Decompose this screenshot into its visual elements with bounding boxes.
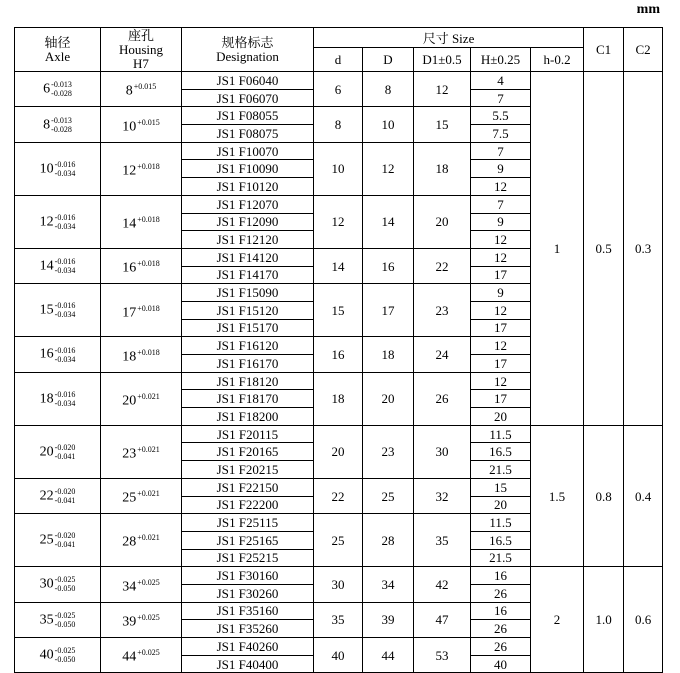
tolerance-base: 8 (43, 117, 51, 133)
header-housing-en: Housing (118, 41, 164, 57)
D-cell: 23 (363, 425, 414, 478)
tolerance-superscript: +0.025 (137, 577, 160, 587)
D1-cell: 12 (414, 72, 471, 107)
header-col-D: D (363, 48, 414, 72)
axle-cell (15, 72, 101, 107)
H-cell: 12 (471, 178, 531, 196)
tolerance-stack: -0.025 -0.050 (54, 610, 76, 629)
D1-cell: 35 (414, 514, 471, 567)
tolerance-stack: -0.016 -0.034 (54, 257, 76, 276)
H-cell: 21.5 (471, 461, 531, 479)
D1-cell: 42 (414, 567, 471, 602)
housing-cell (101, 248, 182, 283)
tolerance-base: 25 (122, 490, 137, 506)
tolerance-stack: -0.013 -0.028 (51, 115, 72, 134)
axle-cell (15, 514, 101, 567)
axle-cell (15, 142, 101, 195)
H-cell: 12 (471, 301, 531, 319)
header-c1: C1 (584, 28, 624, 72)
header-row-1 (15, 28, 663, 48)
housing-cell (101, 195, 182, 248)
designation-cell: JS1 F10090 (182, 160, 314, 178)
housing-cell (101, 284, 182, 337)
H-cell: 21.5 (471, 549, 531, 567)
tolerance-stack: -0.016 -0.034 (54, 389, 76, 408)
header-size: 尺寸 Size (314, 28, 584, 48)
D1-cell: 15 (414, 107, 471, 142)
tolerance-base: 35 (39, 612, 54, 628)
designation-cell: JS1 F12090 (182, 213, 314, 231)
designation-cell: JS1 F06040 (182, 72, 314, 90)
H-cell: 26 (471, 584, 531, 602)
H-cell: 9 (471, 284, 531, 302)
h-band-cell: 1 (531, 72, 584, 426)
D-cell: 34 (363, 567, 414, 602)
designation-cell: JS1 F12070 (182, 195, 314, 213)
c2-band-cell: 0.6 (624, 567, 663, 673)
H-cell: 16 (471, 602, 531, 620)
H-cell: 11.5 (471, 425, 531, 443)
designation-cell: JS1 F10070 (182, 142, 314, 160)
tolerance-base: 10 (39, 161, 54, 177)
H-cell: 7 (471, 195, 531, 213)
table-row (15, 425, 663, 443)
c1-band-cell: 0.8 (584, 425, 624, 567)
H-cell: 7 (471, 89, 531, 107)
D-cell: 14 (363, 195, 414, 248)
tolerance-base: 30 (39, 576, 54, 592)
header-col-d: d (314, 48, 363, 72)
c2-band-cell: 0.4 (624, 425, 663, 567)
D1-cell: 22 (414, 248, 471, 283)
designation-cell: JS1 F16170 (182, 355, 314, 373)
d-cell: 6 (314, 72, 363, 107)
designation-cell: JS1 F15120 (182, 301, 314, 319)
designation-cell: JS1 F18200 (182, 408, 314, 426)
tolerance-superscript: +0.021 (137, 445, 160, 455)
tolerance-superscript: +0.015 (133, 82, 157, 92)
header-designation-zh: 规格标志 (221, 34, 274, 50)
h-band-cell: 2 (531, 567, 584, 673)
tolerance-base: 12 (122, 163, 137, 179)
H-cell: 12 (471, 248, 531, 266)
tolerance-base: 20 (122, 393, 137, 409)
axle-cell (15, 478, 101, 513)
c1-band-cell: 1.0 (584, 567, 624, 673)
D1-cell: 24 (414, 337, 471, 372)
designation-cell: JS1 F20165 (182, 443, 314, 461)
tolerance-base: 25 (39, 532, 54, 548)
tolerance-base: 18 (122, 349, 137, 365)
d-cell: 8 (314, 107, 363, 142)
tolerance-base: 16 (39, 347, 54, 362)
c2-band-cell: 0.3 (624, 72, 663, 426)
H-cell: 11.5 (471, 514, 531, 532)
d-cell: 12 (314, 195, 363, 248)
designation-cell: JS1 F35160 (182, 602, 314, 620)
designation-cell: JS1 F16120 (182, 337, 314, 355)
H-cell: 26 (471, 620, 531, 638)
d-cell: 35 (314, 602, 363, 637)
housing-cell (101, 602, 182, 637)
designation-cell: JS1 F08075 (182, 125, 314, 143)
tolerance-stack: -0.013 -0.028 (51, 80, 72, 99)
D-cell: 16 (363, 248, 414, 283)
designation-cell: JS1 F25115 (182, 514, 314, 532)
tolerance-superscript: +0.018 (137, 215, 160, 225)
d-cell: 40 (314, 638, 363, 673)
tolerance-superscript: +0.018 (137, 347, 160, 357)
designation-cell: JS1 F10120 (182, 178, 314, 196)
tolerance-stack: -0.025 -0.050 (54, 575, 76, 594)
designation-cell: JS1 F14170 (182, 266, 314, 284)
tolerance-base: 8 (125, 83, 133, 99)
D1-cell: 53 (414, 638, 471, 673)
axle-cell (15, 638, 101, 673)
header-axle (15, 28, 101, 72)
designation-cell: JS1 F06070 (182, 89, 314, 107)
designation-cell: JS1 F14120 (182, 248, 314, 266)
tolerance-superscript: +0.018 (137, 259, 160, 269)
housing-cell (101, 425, 182, 478)
tolerance-base: 44 (122, 649, 137, 665)
H-cell: 9 (471, 213, 531, 231)
D-cell: 17 (363, 284, 414, 337)
designation-cell: JS1 F25165 (182, 531, 314, 549)
tolerance-base: 12 (39, 214, 54, 230)
table-row (15, 72, 663, 90)
tolerance-superscript: +0.025 (137, 648, 160, 658)
axle-cell (15, 425, 101, 478)
housing-cell (101, 514, 182, 567)
tolerance-superscript: +0.018 (137, 162, 160, 172)
D1-cell: 18 (414, 142, 471, 195)
d-cell: 10 (314, 142, 363, 195)
H-cell: 20 (471, 408, 531, 426)
H-cell: 12 (471, 337, 531, 355)
header-axle-en: Axle (44, 48, 71, 64)
header-housing-fit: H7 (133, 55, 149, 71)
tolerance-superscript: +0.018 (137, 303, 160, 313)
h-band-cell: 1.5 (531, 425, 584, 567)
tolerance-superscript: +0.021 (137, 391, 160, 401)
designation-cell: JS1 F12120 (182, 231, 314, 249)
H-cell: 12 (471, 372, 531, 390)
tolerance-base: 23 (122, 446, 137, 462)
header-axle-zh: 轴径 (44, 34, 71, 50)
H-cell: 17 (471, 355, 531, 373)
D-cell: 25 (363, 478, 414, 513)
D1-cell: 30 (414, 425, 471, 478)
H-cell: 5.5 (471, 107, 531, 125)
c1-band-cell: 0.5 (584, 72, 624, 426)
tolerance-superscript: +0.021 (137, 489, 160, 499)
designation-cell: JS1 F30260 (182, 584, 314, 602)
D-cell: 12 (363, 142, 414, 195)
header-col-h: h-0.2 (531, 48, 584, 72)
axle-cell (15, 107, 101, 142)
housing-cell (101, 638, 182, 673)
H-cell: 7.5 (471, 125, 531, 143)
tolerance-base: 16 (122, 260, 137, 276)
unit-label: mm (636, 2, 660, 17)
H-cell: 9 (471, 160, 531, 178)
tolerance-stack: -0.020 -0.041 (54, 487, 76, 505)
D-cell: 8 (363, 72, 414, 107)
tolerance-base: 22 (39, 488, 54, 504)
H-cell: 16.5 (471, 443, 531, 461)
spec-table (14, 27, 663, 673)
H-cell: 12 (471, 231, 531, 249)
axle-cell (15, 567, 101, 602)
H-cell: 16 (471, 567, 531, 585)
header-c2: C2 (624, 28, 663, 72)
tolerance-base: 18 (39, 391, 54, 407)
header-col-D1: D1±0.5 (414, 48, 471, 72)
tolerance-stack: -0.020 -0.041 (54, 442, 76, 461)
axle-cell (15, 195, 101, 248)
D1-cell: 20 (414, 195, 471, 248)
tolerance-stack: -0.020 -0.041 (54, 531, 76, 550)
designation-cell: JS1 F40400 (182, 655, 314, 673)
spec-table-body (15, 72, 663, 673)
designation-cell: JS1 F15090 (182, 284, 314, 302)
d-cell: 15 (314, 284, 363, 337)
D-cell: 18 (363, 337, 414, 372)
designation-cell: JS1 F18170 (182, 390, 314, 408)
tolerance-stack: -0.016 -0.034 (54, 212, 76, 231)
H-cell: 16.5 (471, 531, 531, 549)
d-cell: 30 (314, 567, 363, 602)
d-cell: 14 (314, 248, 363, 283)
designation-cell: JS1 F08055 (182, 107, 314, 125)
D-cell: 44 (363, 638, 414, 673)
tolerance-base: 10 (122, 119, 137, 135)
designation-cell: JS1 F30160 (182, 567, 314, 585)
housing-cell (101, 478, 182, 513)
tolerance-base: 14 (39, 258, 54, 274)
tolerance-superscript: +0.015 (137, 117, 160, 127)
H-cell: 26 (471, 638, 531, 656)
tolerance-stack: -0.016 -0.034 (54, 345, 76, 364)
tolerance-base: 15 (39, 302, 54, 318)
designation-cell: JS1 F22150 (182, 478, 314, 496)
designation-cell: JS1 F22200 (182, 496, 314, 514)
header-designation (182, 28, 314, 72)
H-cell: 17 (471, 390, 531, 408)
header-designation-en: Designation (216, 48, 279, 64)
tolerance-stack: -0.016 -0.034 (54, 301, 76, 320)
H-cell: 4 (471, 72, 531, 90)
d-cell: 16 (314, 337, 363, 372)
housing-cell (101, 567, 182, 602)
D-cell: 10 (363, 107, 414, 142)
D1-cell: 23 (414, 284, 471, 337)
designation-cell: JS1 F40260 (182, 638, 314, 656)
tolerance-stack: -0.025 -0.050 (54, 646, 76, 665)
header-col-H: H±0.25 (471, 48, 531, 72)
tolerance-base: 17 (122, 305, 137, 321)
D1-cell: 47 (414, 602, 471, 637)
H-cell: 15 (471, 478, 531, 496)
H-cell: 17 (471, 266, 531, 284)
table-row (15, 567, 663, 585)
tolerance-base: 20 (39, 444, 54, 460)
designation-cell: JS1 F15170 (182, 319, 314, 337)
tolerance-base: 34 (122, 579, 137, 595)
tolerance-base: 40 (39, 647, 54, 663)
H-cell: 20 (471, 496, 531, 514)
d-cell: 25 (314, 514, 363, 567)
D-cell: 28 (363, 514, 414, 567)
d-cell: 22 (314, 478, 363, 513)
designation-cell: JS1 F35260 (182, 620, 314, 638)
H-cell: 17 (471, 319, 531, 337)
tolerance-base: 28 (122, 534, 137, 550)
D-cell: 39 (363, 602, 414, 637)
tolerance-base: 6 (43, 81, 51, 97)
D-cell: 20 (363, 372, 414, 425)
d-cell: 20 (314, 425, 363, 478)
header-housing-zh: 座孔 (127, 27, 154, 43)
designation-cell: JS1 F25215 (182, 549, 314, 567)
axle-cell (15, 248, 101, 283)
header-housing (101, 28, 182, 72)
housing-cell (101, 142, 182, 195)
housing-cell (101, 337, 182, 372)
designation-cell: JS1 F20115 (182, 425, 314, 443)
tolerance-base: 39 (122, 614, 137, 630)
designation-cell: JS1 F18120 (182, 372, 314, 390)
d-cell: 18 (314, 372, 363, 425)
housing-cell (101, 107, 182, 142)
D1-cell: 32 (414, 478, 471, 513)
housing-cell (101, 72, 182, 107)
H-cell: 7 (471, 142, 531, 160)
axle-cell (15, 372, 101, 425)
tolerance-superscript: +0.025 (137, 613, 160, 623)
D1-cell: 26 (414, 372, 471, 425)
axle-cell (15, 337, 101, 372)
housing-cell (101, 372, 182, 425)
axle-cell (15, 284, 101, 337)
axle-cell (15, 602, 101, 637)
tolerance-base: 14 (122, 216, 137, 232)
H-cell: 40 (471, 655, 531, 673)
tolerance-superscript: +0.021 (137, 533, 160, 543)
designation-cell: JS1 F20215 (182, 461, 314, 479)
tolerance-stack: -0.016 -0.034 (54, 159, 76, 178)
